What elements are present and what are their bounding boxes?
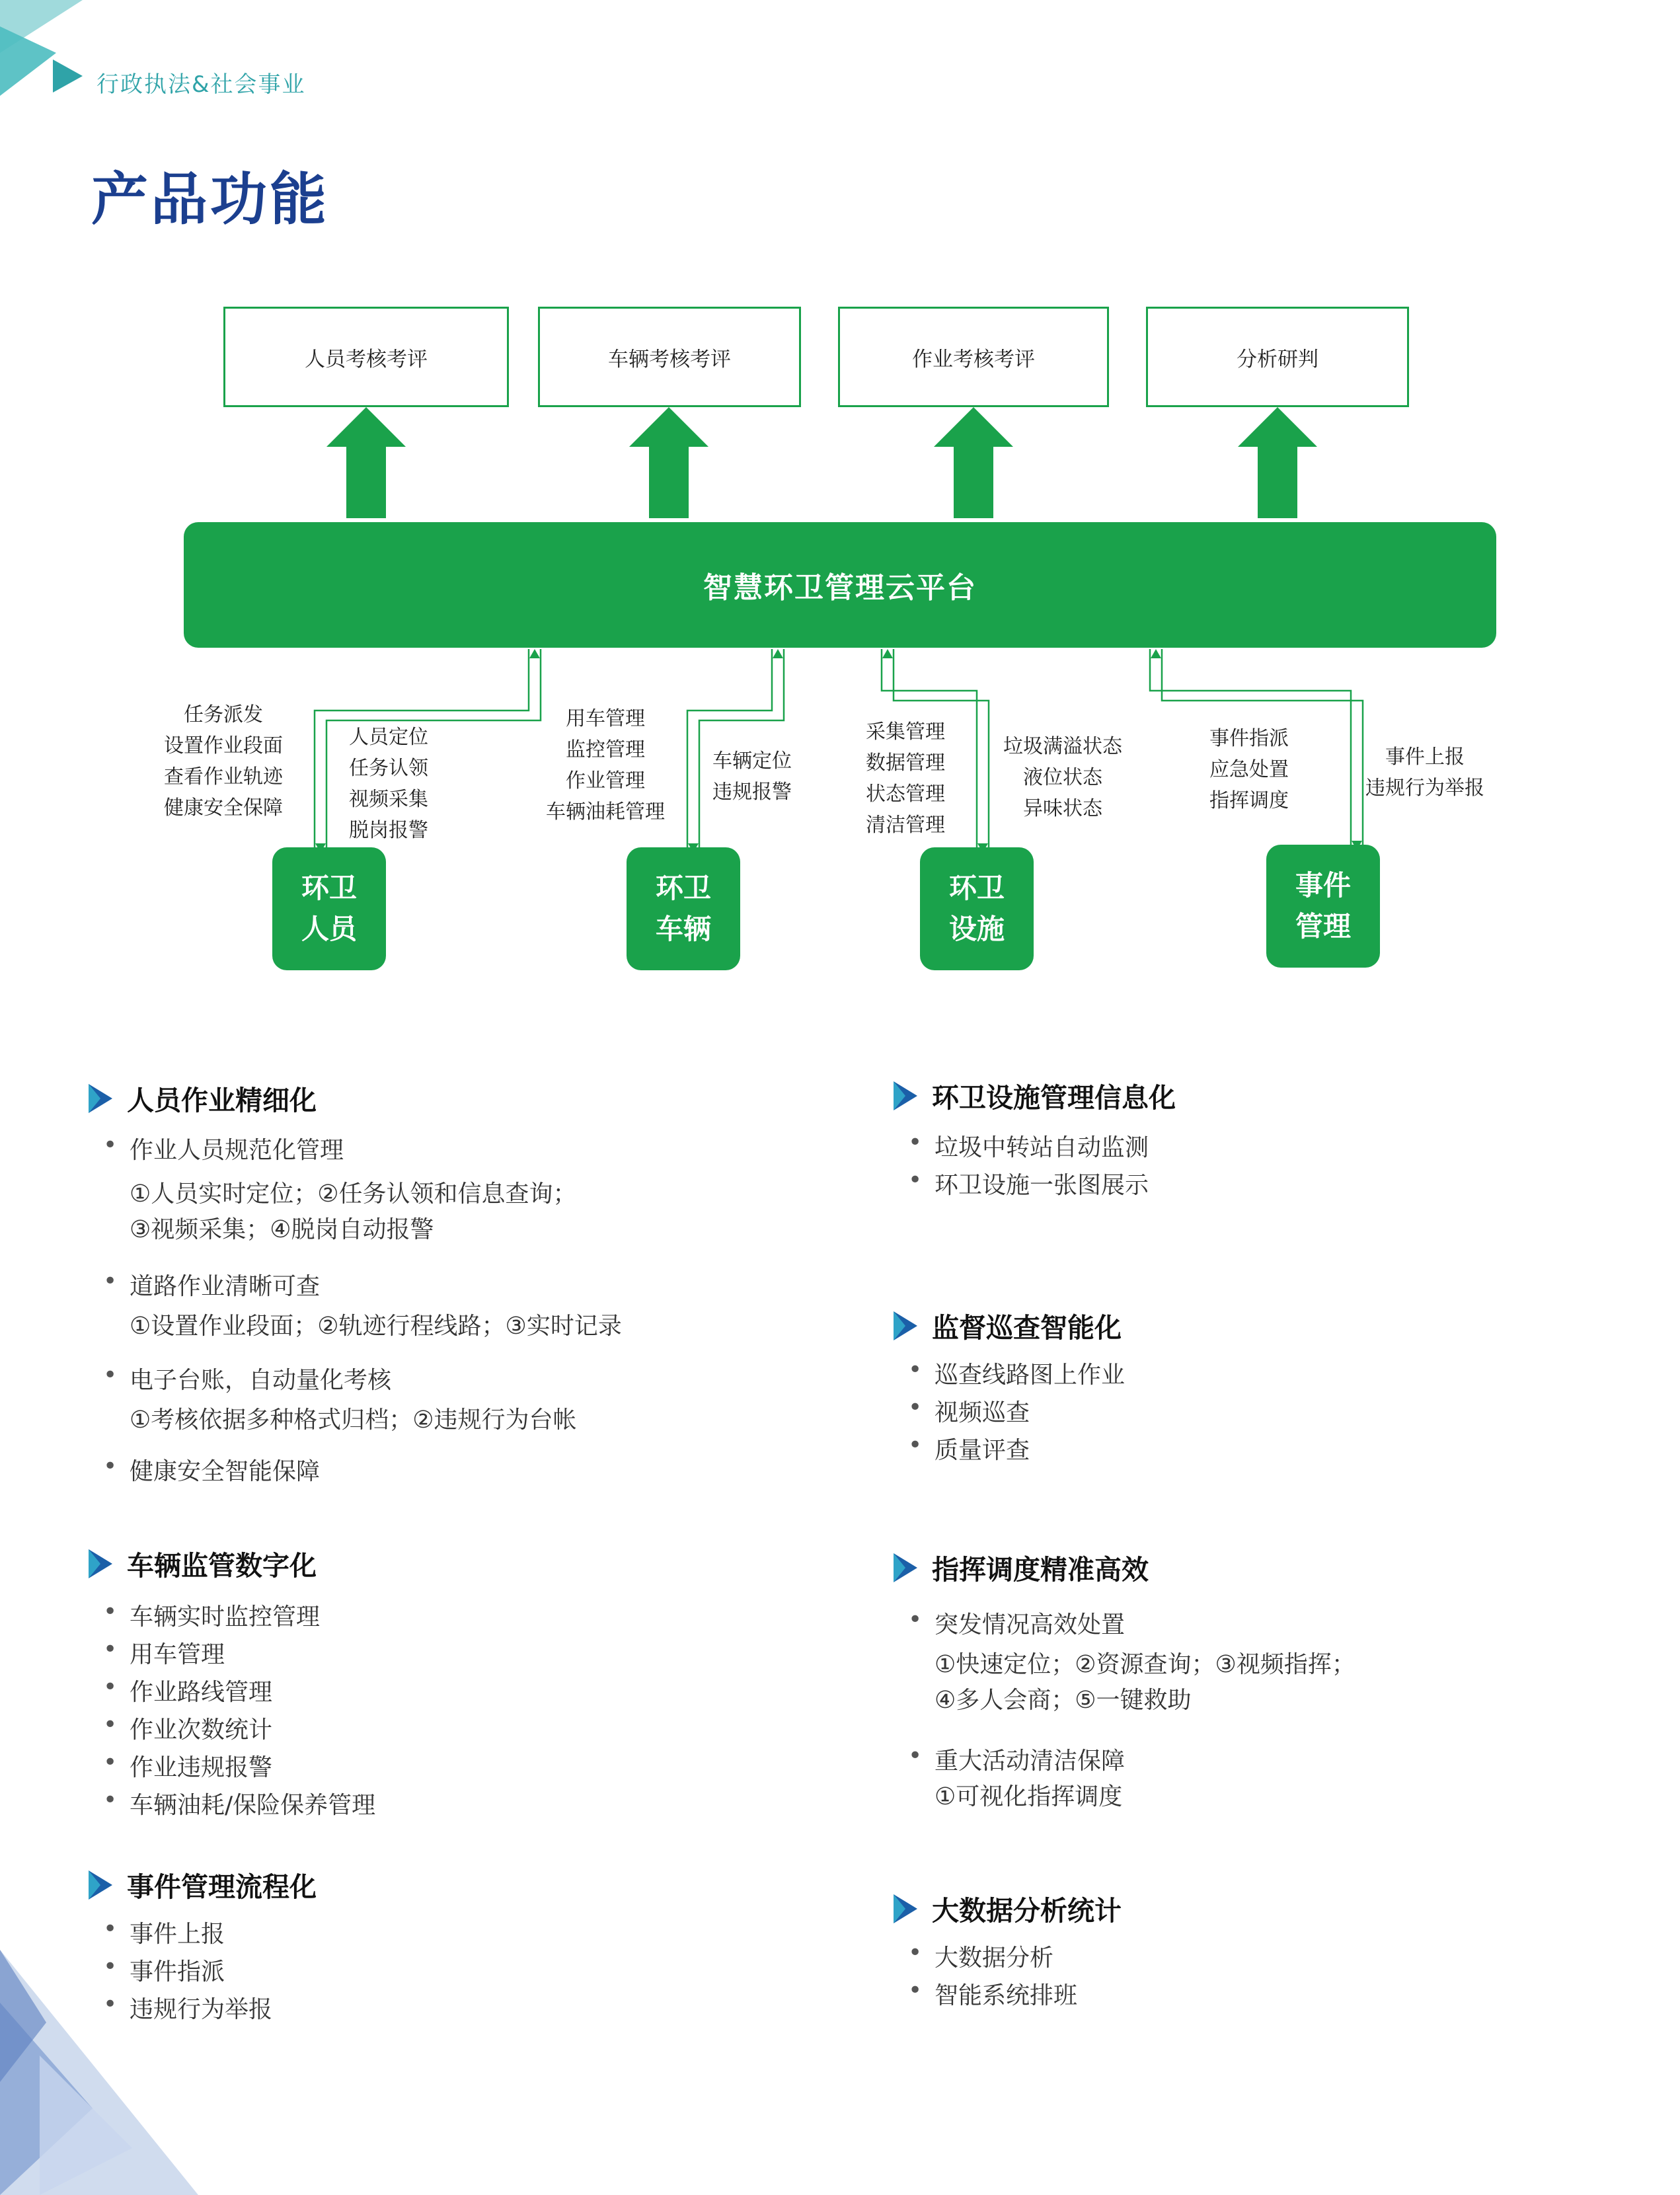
entity-box-event bbox=[1266, 845, 1380, 968]
bullet-subline: ③视频采集；④脱岗自动报警 bbox=[130, 1216, 434, 1243]
platform-label: 智慧环卫管理云平台 bbox=[703, 571, 977, 605]
entity-label: 车辆 bbox=[655, 913, 711, 945]
triangle-bullet-icon bbox=[894, 1081, 917, 1110]
flow-text-personnel-down bbox=[164, 699, 283, 824]
flow-item: 违规报警 bbox=[712, 781, 792, 804]
flow-item: 用车管理 bbox=[566, 707, 645, 730]
up-arrow-icon bbox=[629, 407, 708, 518]
flow-text-event-down bbox=[1209, 723, 1289, 816]
flow-item: 事件指派 bbox=[1209, 727, 1289, 750]
section-title-text: 人员作业精细化 bbox=[127, 1085, 317, 1116]
bullet-item: • 突发情况高效处置 bbox=[908, 1606, 1125, 1640]
flow-item: 数据管理 bbox=[866, 751, 945, 775]
page-title: 产品功能 bbox=[91, 167, 329, 233]
bullet-item: • 作业次数统计 bbox=[103, 1711, 272, 1745]
up-arrow-icon bbox=[326, 407, 406, 518]
section-title-bigdata bbox=[894, 1889, 1122, 1928]
entity-label: 环卫 bbox=[655, 872, 711, 904]
up-arrow-icon bbox=[1238, 407, 1317, 518]
output-label: 人员考核考评 bbox=[305, 347, 428, 371]
flow-item: 事件上报 bbox=[1385, 746, 1465, 769]
section-title-vehicle bbox=[89, 1544, 317, 1583]
triangle-bullet-icon bbox=[894, 1553, 917, 1582]
flow-item: 视频采集 bbox=[349, 788, 428, 811]
flow-text-vehicle-up bbox=[712, 746, 792, 808]
flow-item: 垃圾满溢状态 bbox=[1003, 735, 1122, 758]
flow-item: 车辆定位 bbox=[712, 750, 792, 773]
flow-text-personnel-up bbox=[349, 722, 428, 846]
bullet-item: • 智能系统排班 bbox=[908, 1977, 1077, 2011]
section-title-text: 车辆监管数字化 bbox=[127, 1550, 317, 1582]
section-title-text: 事件管理流程化 bbox=[127, 1871, 317, 1903]
bullet-item: • 视频巡查 bbox=[908, 1394, 1030, 1428]
entity-label: 环卫 bbox=[301, 872, 357, 904]
bullet-item: • 作业违规报警 bbox=[103, 1749, 272, 1783]
flow-item: 违规行为举报 bbox=[1365, 777, 1484, 800]
entity-box-personnel bbox=[272, 847, 386, 970]
bullet-subline: ①考核依据多种格式归档；②违规行为台帐 bbox=[130, 1406, 577, 1434]
flow-item: 人员定位 bbox=[349, 726, 428, 749]
flow-item: 异味状态 bbox=[1023, 797, 1102, 820]
platform-bar bbox=[184, 522, 1496, 648]
flow-item: 作业管理 bbox=[566, 769, 645, 792]
output-label: 作业考核考评 bbox=[912, 347, 1035, 371]
category-label: 行政执法&社会事业 bbox=[96, 71, 306, 98]
bullet-item: • 重大活动清洁保障 bbox=[908, 1742, 1125, 1776]
up-arrow-icon bbox=[934, 407, 1013, 518]
flow-item: 应急处置 bbox=[1209, 758, 1289, 781]
bullet-item: • 车辆油耗/保险保养管理 bbox=[103, 1787, 375, 1820]
section-title-text: 监督巡查智能化 bbox=[932, 1312, 1122, 1344]
section-title-event bbox=[89, 1865, 317, 1904]
entity-label: 设施 bbox=[948, 913, 1005, 945]
bullet-item: • 事件上报 bbox=[103, 1915, 225, 1949]
flow-item: 液位状态 bbox=[1023, 766, 1102, 789]
entity-box-facility bbox=[920, 847, 1034, 970]
section-title-personnel bbox=[89, 1079, 317, 1118]
flow-item: 查看作业轨迹 bbox=[164, 765, 283, 789]
triangle-bullet-icon bbox=[89, 1084, 112, 1113]
bullet-item: • 作业人员规范化管理 bbox=[103, 1132, 344, 1165]
bullet-item: • 车辆实时监控管理 bbox=[103, 1598, 320, 1632]
bullet-item: • 巡查线路图上作业 bbox=[908, 1356, 1125, 1390]
bullet-item: • 电子台账，自动量化考核 bbox=[103, 1362, 391, 1395]
flow-text-facility-up bbox=[1003, 731, 1122, 824]
triangle-bullet-icon bbox=[89, 1549, 112, 1578]
entity-label: 管理 bbox=[1295, 910, 1351, 943]
flow-item: 设置作业段面 bbox=[164, 734, 283, 757]
flow-item: 任务派发 bbox=[184, 703, 263, 726]
triangle-bullet-icon bbox=[894, 1894, 917, 1923]
section-title-facility bbox=[894, 1076, 1176, 1115]
entity-label: 人员 bbox=[301, 913, 357, 945]
flow-text-facility-down bbox=[866, 716, 945, 841]
bullet-subline: ④多人会商；⑤一键救助 bbox=[935, 1687, 1192, 1714]
bullet-item: • 用车管理 bbox=[103, 1636, 225, 1670]
flow-item: 采集管理 bbox=[866, 720, 945, 744]
bullet-item: • 大数据分析 bbox=[908, 1939, 1053, 1973]
bullet-item: • 质量评查 bbox=[908, 1432, 1030, 1465]
bullet-item: • 健康安全智能保障 bbox=[103, 1453, 320, 1486]
flow-item: 脱岗报警 bbox=[349, 819, 428, 842]
output-label: 车辆考核考评 bbox=[608, 347, 731, 371]
bullet-item: • 事件指派 bbox=[103, 1953, 225, 1987]
section-title-text: 指挥调度精准高效 bbox=[932, 1554, 1149, 1586]
section-title-dispatch bbox=[894, 1548, 1149, 1587]
flow-text-event-up bbox=[1365, 742, 1484, 804]
diagram-arrows bbox=[0, 0, 1680, 991]
flow-item: 车辆油耗管理 bbox=[546, 800, 665, 824]
entity-label: 事件 bbox=[1295, 869, 1351, 902]
flow-item: 监控管理 bbox=[566, 738, 645, 761]
flow-item: 任务认领 bbox=[349, 757, 428, 780]
bullet-item: • 作业路线管理 bbox=[103, 1674, 272, 1707]
output-label: 分析研判 bbox=[1237, 347, 1318, 371]
flow-item: 清洁管理 bbox=[866, 814, 945, 837]
flow-item: 健康安全保障 bbox=[164, 796, 283, 820]
bullet-item: • 环卫设施一张图展示 bbox=[908, 1167, 1149, 1200]
bullet-item: • 违规行为举报 bbox=[103, 1991, 272, 2024]
triangle-bullet-icon bbox=[894, 1311, 917, 1340]
bullet-subline: ①人员实时定位；②任务认领和信息查询； bbox=[130, 1180, 577, 1208]
section-title-inspection bbox=[894, 1306, 1122, 1345]
entity-label: 环卫 bbox=[948, 872, 1005, 904]
flow-item: 状态管理 bbox=[866, 783, 945, 806]
triangle-bullet-icon bbox=[89, 1870, 112, 1900]
bullet-subline: ①设置作业段面；②轨迹行程线路；③实时记录 bbox=[130, 1313, 622, 1340]
flow-text-vehicle-down bbox=[546, 703, 665, 828]
entity-box-vehicle bbox=[627, 847, 740, 970]
flow-item: 指挥调度 bbox=[1209, 789, 1289, 812]
section-title-text: 大数据分析统计 bbox=[932, 1895, 1122, 1927]
bullet-subline: ①可视化指挥调度 bbox=[935, 1783, 1123, 1810]
section-title-text: 环卫设施管理信息化 bbox=[932, 1082, 1176, 1114]
bullet-subline: ①快速定位；②资源查询；③视频指挥； bbox=[935, 1651, 1355, 1678]
bullet-item: • 垃圾中转站自动监测 bbox=[908, 1129, 1149, 1163]
bullet-item: • 道路作业清晰可查 bbox=[103, 1268, 320, 1301]
